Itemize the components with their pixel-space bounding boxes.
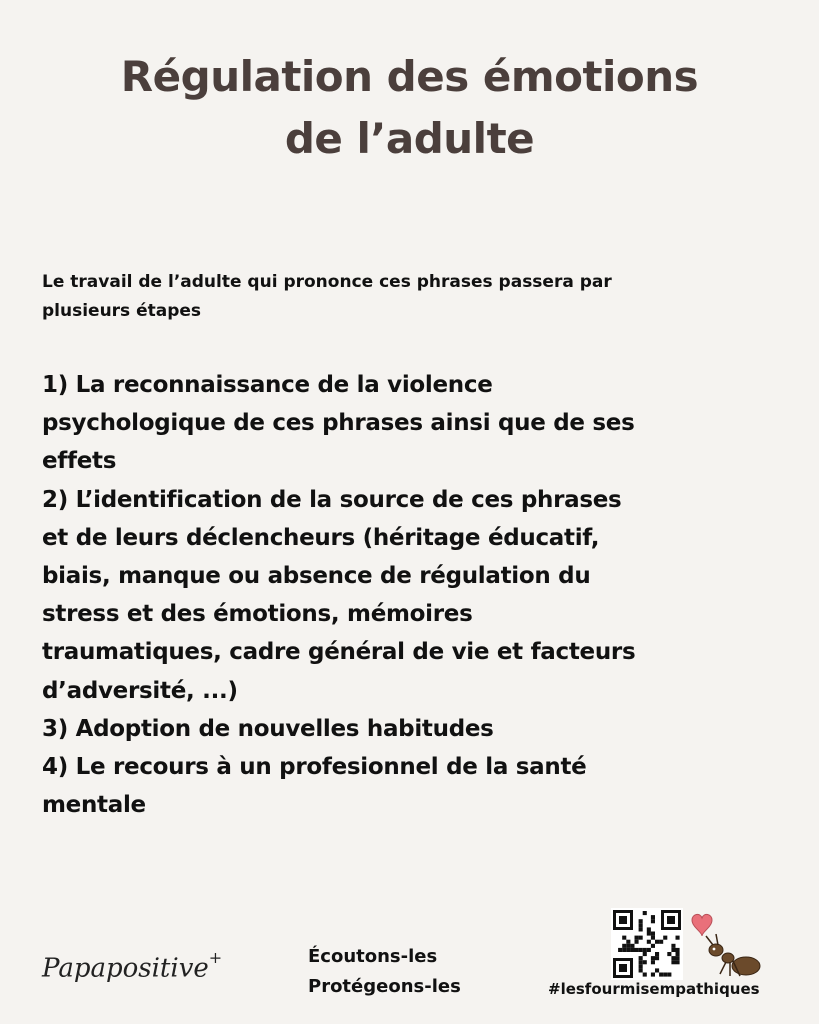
brand-logo-mark: +: [208, 948, 223, 967]
qr-code-icon: [611, 908, 683, 980]
intro-line-1: Le travail de l’adulte qui prononce ces phrases passera par: [42, 272, 612, 292]
page-title: [0, 46, 819, 170]
step-line: 4) Le recours à un profesionnel de la santé: [42, 754, 587, 781]
step-line: effets: [42, 448, 117, 475]
step-line: stress et des émotions, mémoires: [42, 601, 473, 628]
step-line: biais, manque ou absence de régulation du: [42, 563, 591, 590]
title-line-1: Régulation des émotions: [120, 52, 699, 101]
title-line-2: de l’adulte: [284, 114, 535, 163]
slogan: [308, 942, 461, 1002]
intro-line-2: plusieurs étapes: [42, 301, 202, 321]
steps-list: [42, 366, 782, 824]
step-line: 2) L’identification de la source de ces phrases: [42, 486, 622, 513]
hashtag: #lesfourmisempathiques: [548, 980, 760, 998]
slogan-line-1: Écoutons-les: [308, 946, 438, 967]
brand-logo-text: Papapositive: [42, 953, 209, 984]
heart-icon: [692, 914, 712, 936]
slogan-line-2: Protégeons-les: [308, 976, 461, 997]
step-line: 3) Adoption de nouvelles habitudes: [42, 715, 494, 742]
step-line: d’adversité, ...): [42, 677, 238, 704]
step-line: 1) La reconnaissance de la violence: [42, 372, 493, 398]
intro-text: [42, 268, 782, 326]
brand-logo: [42, 948, 223, 984]
step-line: mentale: [42, 792, 146, 819]
step-line: et de leurs déclencheurs (héritage éducatif,: [42, 524, 600, 551]
step-line: psychologique de ces phrases ainsi que de ses: [42, 410, 635, 437]
step-line: traumatiques, cadre général de vie et facteurs: [42, 639, 636, 666]
ant-with-heart-icon: [686, 910, 766, 982]
